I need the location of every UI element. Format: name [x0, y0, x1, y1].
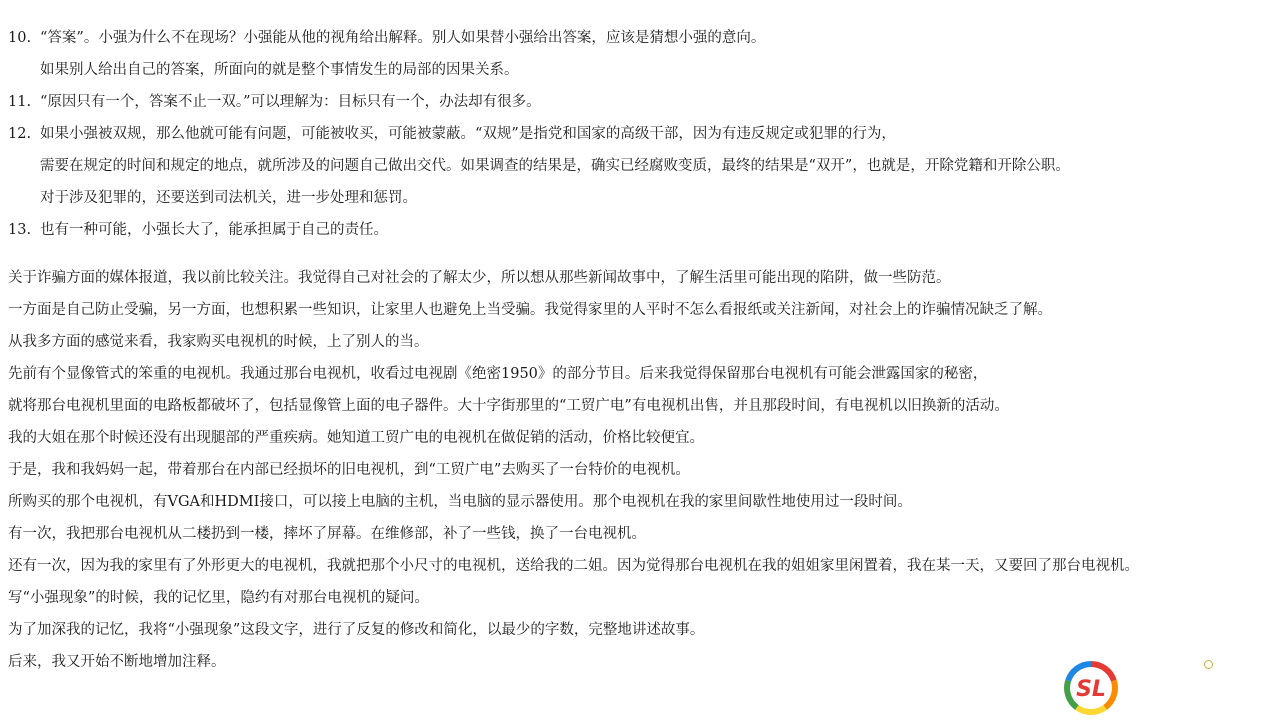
- note-text: 也有一种可能，小强长大了，能承担属于自己的责任。: [40, 222, 388, 238]
- note-12-line-3: [40, 188, 417, 208]
- paragraph: 于是，我和我妈妈一起，带着那台在内部已经损坏的旧电视机，到“工贸广电”去购买了一台特价的电视机。: [8, 462, 690, 478]
- note-number: 13.: [8, 222, 32, 238]
- paragraph: 关于诈骗方面的媒体报道，我以前比较关注。我觉得自己对社会的了解太少，所以想从那些新闻故事中，了解生活里可能出现的陷阱，做一些防范。: [8, 270, 951, 286]
- note-text: 需要在规定的时间和规定的地点，就所涉及的问题自己做出交代。如果调查的结果是，确实已经腐败变质，最终的结果是“双开”，也就是，开除党籍和开除公职。: [40, 158, 1070, 174]
- note-12-line-2: [40, 156, 1070, 176]
- note-text: “原因只有一个，答案不止一双。”可以理解为：目标只有一个，办法却有很多。: [40, 94, 541, 110]
- paragraph: 为了加深我的记忆，我将“小强现象”这段文字，进行了反复的修改和简化，以最少的字数，完整地讲述故事。: [8, 622, 705, 638]
- sl-logo: [1063, 660, 1119, 716]
- note-10-line-2: [40, 60, 519, 80]
- note-text: “答案”。小强为什么不在现场？小强能从他的视角给出解释。别人如果替小强给出答案，应该是猜想小强的意向。: [40, 30, 766, 46]
- paragraph: 有一次，我把那台电视机从二楼扔到一楼，摔坏了屏幕。在维修部，补了一些钱，换了一台电视机。: [8, 526, 646, 542]
- paragraph: 所购买的那个电视机，有VGA和HDMI接口，可以接上电脑的主机，当电脑的显示器使用。那个电视机在我的家里间歇性地使用过一段时间。: [8, 494, 912, 510]
- paragraph: 一方面是自己防止受骗，另一方面，也想积累一些知识，让家里人也避免上当受骗。我觉得家里的人平时不怎么看报纸或关注新闻，对社会上的诈骗情况缺乏了解。: [8, 302, 1052, 318]
- note-text: 对于涉及犯罪的，还要送到司法机关，进一步处理和惩罚。: [40, 190, 417, 206]
- note-13-line-1: [8, 220, 388, 240]
- paragraph: 写“小强现象”的时候，我的记忆里，隐约有对那台电视机的疑问。: [8, 590, 429, 606]
- note-number: 10.: [8, 30, 32, 46]
- note-10-line-1: [8, 28, 765, 48]
- note-number: 12.: [8, 126, 32, 142]
- note-text: 如果小强被双规，那么他就可能有问题，可能被收买，可能被蒙蔽。“双规”是指党和国家的高级干部，因为有违反规定或犯罪的行为，: [40, 126, 896, 142]
- note-11-line-1: [8, 92, 541, 112]
- note-12-line-1: [8, 124, 896, 144]
- decorative-dot: [1204, 660, 1213, 669]
- paragraph: 还有一次，因为我的家里有了外形更大的电视机，我就把那个小尺寸的电视机，送给我的二姐。因为觉得那台电视机在我的姐姐家里闲置着，我在某一天，又要回了那台电视机。: [8, 558, 1139, 574]
- note-number: 11.: [8, 94, 32, 110]
- logo-lettering: SL: [1076, 677, 1106, 702]
- note-text: 如果别人给出自己的答案，所面向的就是整个事情发生的局部的因果关系。: [40, 62, 519, 78]
- paragraph: 我的大姐在那个时候还没有出现腿部的严重疾病。她知道工贸广电的电视机在做促销的活动，价格比较便宜。: [8, 430, 704, 446]
- paragraph: 就将那台电视机里面的电路板都破坏了，包括显像管上面的电子器件。大十字街那里的“工贸广电”有电视机出售，并且那段时间，有电视机以旧换新的活动。: [8, 398, 1009, 414]
- paragraph: 后来，我又开始不断地增加注释。: [8, 654, 226, 670]
- paragraph: 从我多方面的感觉来看，我家购买电视机的时候，上了别人的当。: [8, 334, 429, 350]
- paragraph: 先前有个显像管式的笨重的电视机。我通过那台电视机，收看过电视剧《绝密1950》的部分节目。后来我觉得保留那台电视机有可能会泄露国家的秘密，: [8, 366, 988, 382]
